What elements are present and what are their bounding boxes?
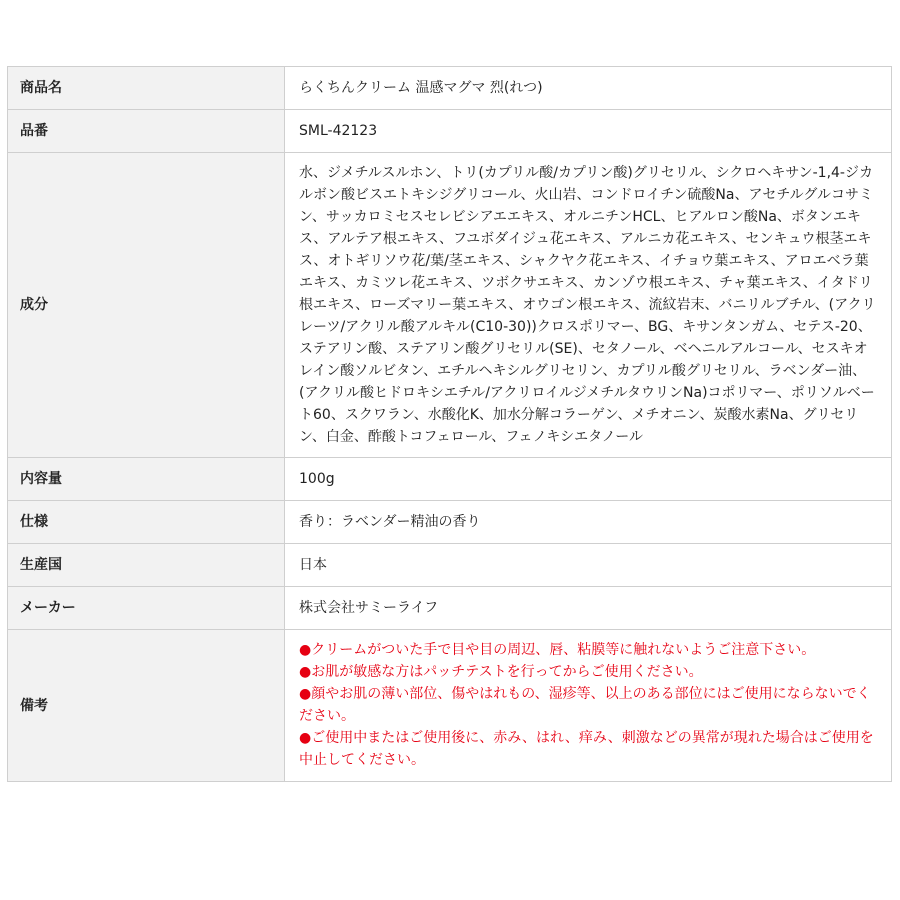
product-spec-table bbox=[7, 66, 892, 782]
value-notes bbox=[285, 630, 892, 782]
value-product-code: SML-42123 bbox=[285, 110, 892, 153]
note-line: ●クリームがついた手で目や目の周辺、唇、粘膜等に触れないようご注意下さい。 bbox=[299, 642, 816, 658]
row-specification bbox=[8, 501, 892, 544]
label-maker: メーカー bbox=[8, 587, 285, 630]
label-product-code: 品番 bbox=[8, 110, 285, 153]
value-specification: 香り：ラベンダー精油の香り bbox=[285, 501, 892, 544]
note-line: ●お肌が敏感な方はパッチテストを行ってからご使用ください。 bbox=[299, 664, 703, 680]
label-specification: 仕様 bbox=[8, 501, 285, 544]
row-maker bbox=[8, 587, 892, 630]
row-product-name bbox=[8, 67, 892, 110]
label-country: 生産国 bbox=[8, 544, 285, 587]
value-ingredients: 水、ジメチルスルホン、トリ(カプリル酸/カプリン酸)グリセリル、シクロヘキサン-1,4-ジカルボン酸ビスエトキシジグリコール、火山岩、コンドロイチン硫酸Na、アセチルグルコサミン、サッカロミセスセレビシアエエキス、オルニチンHCL、ヒアルロン酸Na、ボタンエキス、アルテア根エキス、フユボダイジュ花エキス、アルニカ花エキス、センキュウ根茎エキス、オトギリソウ花/葉/茎エキス、シャクヤク花エキス、イチョウ葉エキス、アロエベラ葉エキス、カミツレ花エキス、ツボクサエキス、カンゾウ根エキス、チャ葉エキス、イタドリ根エキス、ローズマリー葉エキス、オウゴン根エキス、流紋岩末、バニリルブチル、(アクリレーツ/アクリル酸アルキル(C10-30))クロスポリマー、BG、キサンタンガム、セテス-20、ステアリン酸、ステアリン酸グリセリル(SE)、セタノール、ベヘニルアルコール、セスキオレイン酸ソルビタン、エチルヘキシルグリセリン、カプリル酸グリセリル、ラベンダー油、(アクリル酸ヒドロキシエチル/アクリロイルジメチルタウリンNa)コポリマー、ポリソルベート60、スクワラン、水酸化K、加水分解コラーゲン、メチオニン、炭酸水素Na、グリセリン、白金、酢酸トコフェロール、フェノキシエタノール bbox=[285, 153, 892, 458]
note-line: ●ご使用中またはご使用後に、赤み、はれ、痒み、刺激などの異常が現れた場合はご使用を中止してください。 bbox=[299, 730, 874, 768]
label-ingredients: 成分 bbox=[8, 153, 285, 458]
row-contents bbox=[8, 458, 892, 501]
value-maker: 株式会社サミーライフ bbox=[285, 587, 892, 630]
row-ingredients bbox=[8, 153, 892, 458]
value-country: 日本 bbox=[285, 544, 892, 587]
row-country bbox=[8, 544, 892, 587]
note-line: ●顔やお肌の薄い部位、傷やはれもの、湿疹等、以上のある部位にはご使用にならないでください。 bbox=[299, 686, 871, 724]
value-product-name: らくちんクリーム 温感マグマ 烈(れつ) bbox=[285, 67, 892, 110]
value-contents: 100g bbox=[285, 458, 892, 501]
label-notes: 備考 bbox=[8, 630, 285, 782]
row-product-code bbox=[8, 110, 892, 153]
label-product-name: 商品名 bbox=[8, 67, 285, 110]
label-contents: 内容量 bbox=[8, 458, 285, 501]
row-notes bbox=[8, 630, 892, 782]
